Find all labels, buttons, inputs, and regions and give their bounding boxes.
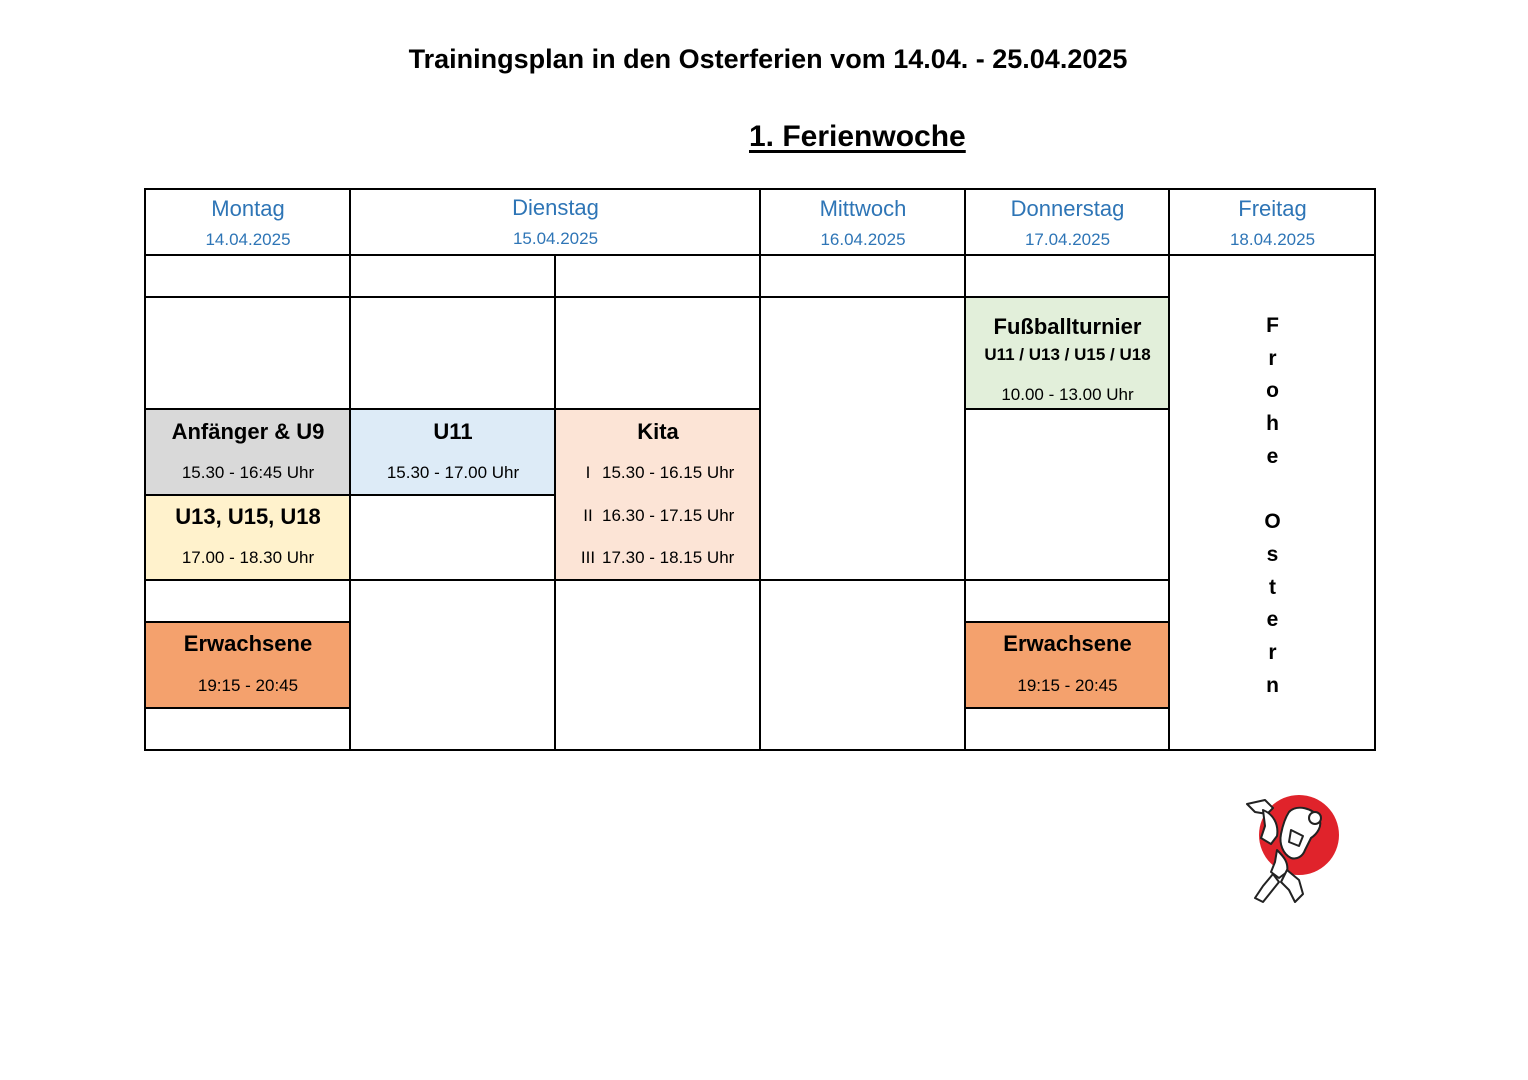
session-title: Anfänger & U9 [171, 419, 325, 444]
grid-line [964, 707, 1170, 709]
session-time: 17.00 - 18.30 Uhr [181, 548, 315, 567]
week-subtitle: 1. Ferienwoche [749, 120, 966, 153]
grid-line [964, 621, 1170, 623]
friday-letter: e [1266, 608, 1279, 632]
day-header-freitag [1170, 190, 1375, 254]
day-date: 14.04.2025 [205, 230, 291, 249]
friday-letter: e [1266, 444, 1279, 468]
day-header-dienstag [351, 190, 760, 254]
day-date: 16.04.2025 [820, 230, 906, 249]
friday-letter: s [1266, 542, 1279, 566]
page-title: Trainingsplan in den Osterferien vom 14.04. - 25.04.2025 [408, 44, 1128, 74]
day-name: Freitag [1238, 196, 1307, 221]
session-time: 19:15 - 20:45 [1017, 676, 1118, 695]
session-title: Erwachsene [1003, 631, 1132, 656]
day-name: Mittwoch [819, 196, 907, 221]
friday-letter: h [1266, 412, 1279, 436]
kita-row-time: 15.30 - 16.15 Uhr [602, 463, 735, 482]
grid-line [964, 408, 1170, 410]
kita-row-num: II [583, 506, 593, 525]
kita-row-time: 16.30 - 17.15 Uhr [602, 506, 735, 525]
session-erwachsene-montag [146, 623, 350, 707]
kita-row [574, 506, 734, 526]
session-anfaenger [146, 410, 350, 494]
session-groups: U11 / U13 / U15 / U18 [984, 345, 1151, 364]
grid-line [349, 579, 761, 581]
day-header-donnerstag [966, 190, 1169, 254]
friday-letter [1170, 473, 1375, 506]
day-name: Donnerstag [1010, 196, 1125, 221]
friday-letter: n [1266, 673, 1279, 697]
grid-line [144, 296, 1170, 298]
kita-row-time: 17.30 - 18.15 Uhr [602, 548, 735, 567]
session-title: U13, U15, U18 [175, 504, 321, 529]
friday-letter: o [1266, 379, 1279, 403]
grid-line [1168, 188, 1170, 751]
kita-row [574, 463, 734, 483]
session-fussballturnier [966, 298, 1169, 408]
grid-line [554, 254, 556, 751]
kita-row-num: III [580, 548, 596, 567]
session-time: 19:15 - 20:45 [197, 676, 299, 695]
grid-line [144, 494, 351, 496]
grid-line [349, 188, 351, 751]
grid-line [964, 188, 966, 751]
day-name: Montag [211, 196, 285, 221]
session-title: Fußballturnier [993, 314, 1142, 339]
grid-line [759, 188, 761, 751]
day-header-mittwoch [761, 190, 965, 254]
friday-letter: O [1264, 510, 1281, 534]
session-erwachsene-donnerstag [966, 623, 1169, 707]
day-name: Dienstag [512, 195, 599, 220]
session-time: 15.30 - 16:45 Uhr [181, 463, 315, 482]
grid-line [144, 408, 351, 410]
kita-row [574, 548, 734, 568]
session-time: 10.00 - 13.00 Uhr [1001, 385, 1134, 404]
session-title: U11 [433, 419, 473, 444]
grid-line [349, 494, 556, 496]
grid-line [144, 621, 351, 623]
day-header-montag [146, 190, 350, 254]
day-date: 17.04.2025 [1024, 230, 1111, 249]
friday-letter: r [1268, 640, 1277, 664]
grid-line [964, 579, 1170, 581]
grid-line [759, 579, 966, 581]
session-title: Erwachsene [183, 631, 313, 656]
grid-line [144, 188, 146, 751]
session-u11 [351, 410, 555, 494]
friday-letter: F [1266, 314, 1279, 337]
friday-letter: r [1268, 346, 1277, 370]
grid-line [144, 707, 351, 709]
judo-club-logo-icon [1233, 790, 1348, 915]
friday-frohe-ostern [1170, 310, 1375, 702]
session-time: 15.30 - 17.00 Uhr [386, 463, 520, 482]
friday-letter: t [1269, 575, 1276, 599]
day-date: 15.04.2025 [512, 229, 599, 248]
grid-line [1374, 188, 1376, 751]
kita-row-num: I [585, 463, 591, 482]
session-kita [556, 410, 760, 579]
grid-line [144, 579, 351, 581]
grid-line [144, 254, 1376, 256]
grid-line [349, 408, 761, 410]
session-title: Kita [637, 419, 679, 444]
day-date: 18.04.2025 [1229, 230, 1316, 249]
session-u13 [146, 496, 350, 579]
